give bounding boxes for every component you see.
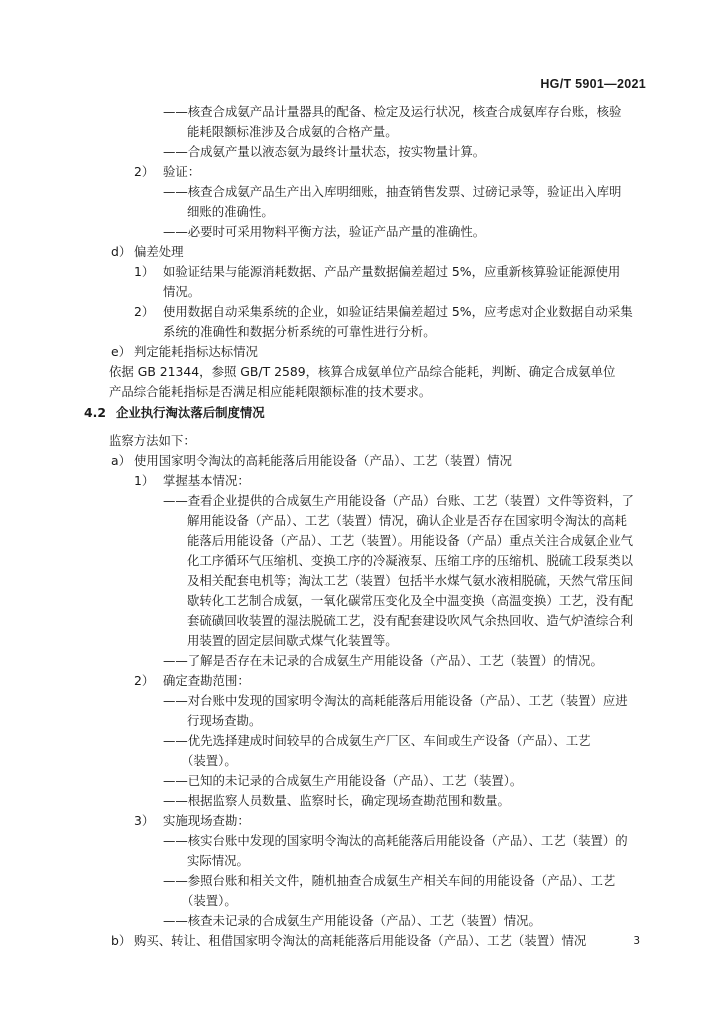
text-line: ——查看企业提供的合成氨生产用能设备（产品）台账、工艺（装置）文件等资料，了 [163,493,634,508]
text-line: ——了解是否存在未记录的合成氨生产用能设备（产品）、工艺（装置）的情况。 [163,653,603,668]
item-number: b） [111,933,132,948]
item-number: 1） [134,473,155,488]
section-number: 4.2 [84,405,106,420]
item-number: 3） [134,813,155,828]
item-number: 2） [134,304,155,319]
text-line: 及相关配套电机等；淘汰工艺（装置）包括半水煤气氨水液相脱硫，天然气常压间 [187,573,634,588]
text-line: 能落后用能设备（产品）、工艺（装置）。用能设备（产品）重点关注合成氨企业气 [187,533,634,548]
text-line: （装置）。 [181,893,237,908]
text-line: 情况。 [163,284,201,299]
text-line: 监察方法如下： [109,433,196,448]
text-line: ——合成氨产量以液态氨为最终计量状态，按实物量计算。 [163,144,486,159]
text-line: 确定查勘范围： [163,673,250,688]
item-number: 1） [134,264,155,279]
item-number: e） [111,344,132,359]
text-line: ——必要时可采用物料平衡方法，验证产品产量的准确性。 [163,224,486,239]
text-line: 产品综合能耗指标是否满足相应能耗限额标准的技术要求。 [109,384,432,399]
text-line: ——核查合成氨产品计量器具的配备、检定及运行状况，核查合成氨库存台账，核验 [163,104,622,119]
item-number: 2） [134,673,155,688]
page-number: 3 [633,935,640,947]
item-number: 2） [134,164,155,179]
text-line: ——已知的未记录的合成氨生产用能设备（产品）、工艺（装置）。 [163,773,523,788]
item-number: d） [111,244,132,259]
item-number: a） [111,453,131,468]
text-line: 使用数据自动采集系统的企业，如验证结果偏差超过 5%，应考虑对企业数据自动采集 [163,304,633,319]
text-line: ——核查未记录的合成氨生产用能设备（产品）、工艺（装置）情况。 [163,913,541,928]
text-line: 判定能耗指标达标情况 [134,344,258,359]
text-line: ——核实台账中发现的国家明令淘汰的高耗能落后用能设备（产品）、工艺（装置）的 [163,833,628,848]
text-line: 行现场查勘。 [187,713,262,728]
text-line: 使用国家明令淘汰的高耗能落后用能设备（产品）、工艺（装置）情况 [134,453,512,468]
text-line: 解用能设备（产品）、工艺（装置）情况，确认企业是否存在国家明令淘汰的高耗 [187,513,627,528]
text-line: ——参照台账和相关文件，随机抽查合成氨生产相关车间的用能设备（产品）、工艺 [163,873,616,888]
text-line: ——根据监察人员数量、监察时长，确定现场查勘范围和数量。 [163,793,510,808]
text-line: 实施现场查勘： [163,813,250,828]
text-line: （装置）。 [181,753,237,768]
text-line: ——核查合成氨产品生产出入库明细账，抽查销售发票、过磅记录等，验证出入库明 [163,184,622,199]
text-line: 细账的准确性。 [187,204,274,219]
text-line: 歇转化工艺制合成氨，一氧化碳常压变化及全中温变换（高温变换）工艺，没有配 [187,593,634,608]
text-line: ——优先选择建成时间较早的合成氨生产厂区、车间或生产设备（产品）、工艺 [163,733,591,748]
text-line: 能耗限额标准涉及合成氨的合格产量。 [187,124,398,139]
section-title: 企业执行淘汰落后制度情况 [116,405,265,420]
standard-number: HG/T 5901—2021 [540,77,646,91]
text-line: 用装置的固定层间歇式煤气化装置等。 [187,633,398,648]
text-line: 购买、转让、租借国家明令淘汰的高耗能落后用能设备（产品）、工艺（装置）情况 [134,933,587,948]
text-line: ——对台账中发现的国家明令淘汰的高耗能落后用能设备（产品）、工艺（装置）应进 [163,693,628,708]
text-line: 如验证结果与能源消耗数据、产品产量数据偏差超过 5%，应重新核算验证能源使用 [163,264,621,279]
text-line: 掌握基本情况： [163,473,250,488]
text-line: 实际情况。 [187,853,249,868]
text-line: 化工序循环气压缩机、变换工序的冷凝液泵、压缩工序的压缩机、脱硫工段泵类以 [187,553,634,568]
text-line: 系统的准确性和数据分析系统的可靠性进行分析。 [163,324,436,339]
text-line: 套硫磺回收装置的湿法脱硫工艺，没有配套建设吹风气余热回收、造气炉渣综合利 [187,613,634,628]
text-line: 偏差处理 [134,244,184,259]
text-line: 验证： [163,164,201,179]
text-line: 依据 GB 21344，参照 GB/T 2589，核算合成氨单位产品综合能耗，判断、确定合成氨单位 [109,364,616,379]
